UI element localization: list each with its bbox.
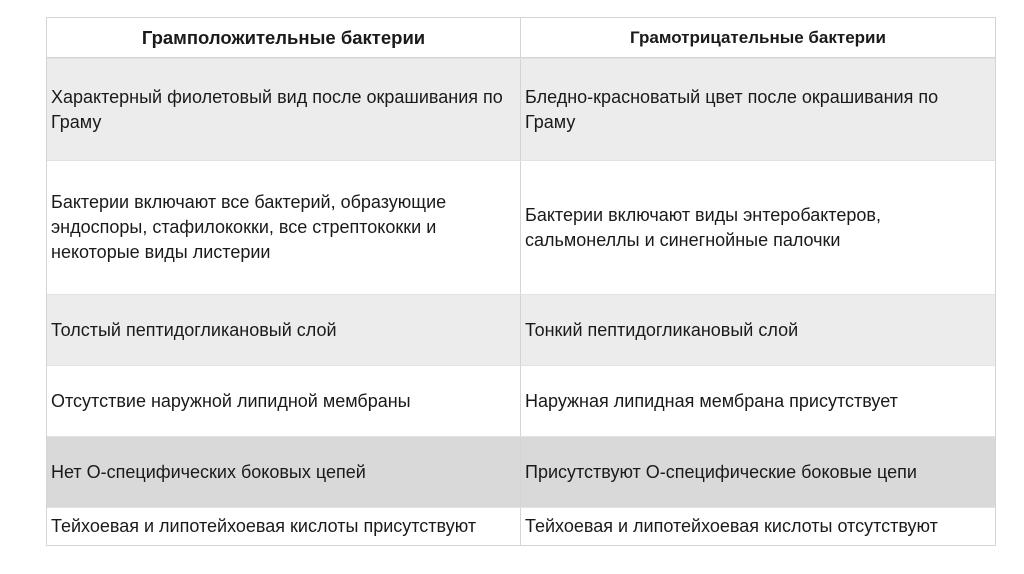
gram-negative-cell: Тонкий пептидогликановый слой bbox=[525, 319, 799, 340]
table-row bbox=[47, 160, 995, 294]
gram-positive-cell: Толстый пептидогликановый слой bbox=[47, 295, 521, 365]
header-gram-negative: Грамотрицательные бактерии bbox=[521, 18, 995, 58]
gram-negative-cell: Наружная липидная мембрана присутствует bbox=[525, 390, 898, 411]
gram-positive-cell: Нет О-специфических боковых цепей bbox=[47, 437, 521, 507]
gram-negative-cell: Тейхоевая и липотейхоевая кислоты отсутствуют bbox=[525, 516, 938, 536]
table-header-row bbox=[47, 18, 995, 58]
header-gram-positive: Грамположительные бактерии bbox=[47, 18, 521, 58]
gram-negative-cell: Бледно-красноватый цвет после окрашивания по Граму bbox=[525, 86, 939, 132]
gram-positive-cell: Отсутствие наружной липидной мембраны bbox=[47, 366, 521, 436]
gram-negative-cell: Бактерии включают виды энтеробактеров, сальмонеллы и синегнойные палочки bbox=[525, 204, 881, 250]
table-row bbox=[47, 294, 995, 365]
table-row bbox=[47, 436, 995, 507]
table-row bbox=[47, 507, 995, 545]
gram-positive-cell: Характерный фиолетовый вид после окрашивания по Граму bbox=[47, 59, 521, 160]
table-row bbox=[47, 365, 995, 436]
comparison-table bbox=[46, 17, 996, 546]
gram-positive-cell: Бактерии включают все бактерий, образующие эндоспоры, стафилококки, все стрептококки и некоторые виды листерии bbox=[47, 161, 521, 294]
gram-positive-cell: Тейхоевая и липотейхоевая кислоты присутствуют bbox=[47, 508, 521, 545]
gram-negative-cell: Присутствуют О-специфические боковые цепи bbox=[525, 461, 917, 482]
table-row bbox=[47, 58, 995, 160]
